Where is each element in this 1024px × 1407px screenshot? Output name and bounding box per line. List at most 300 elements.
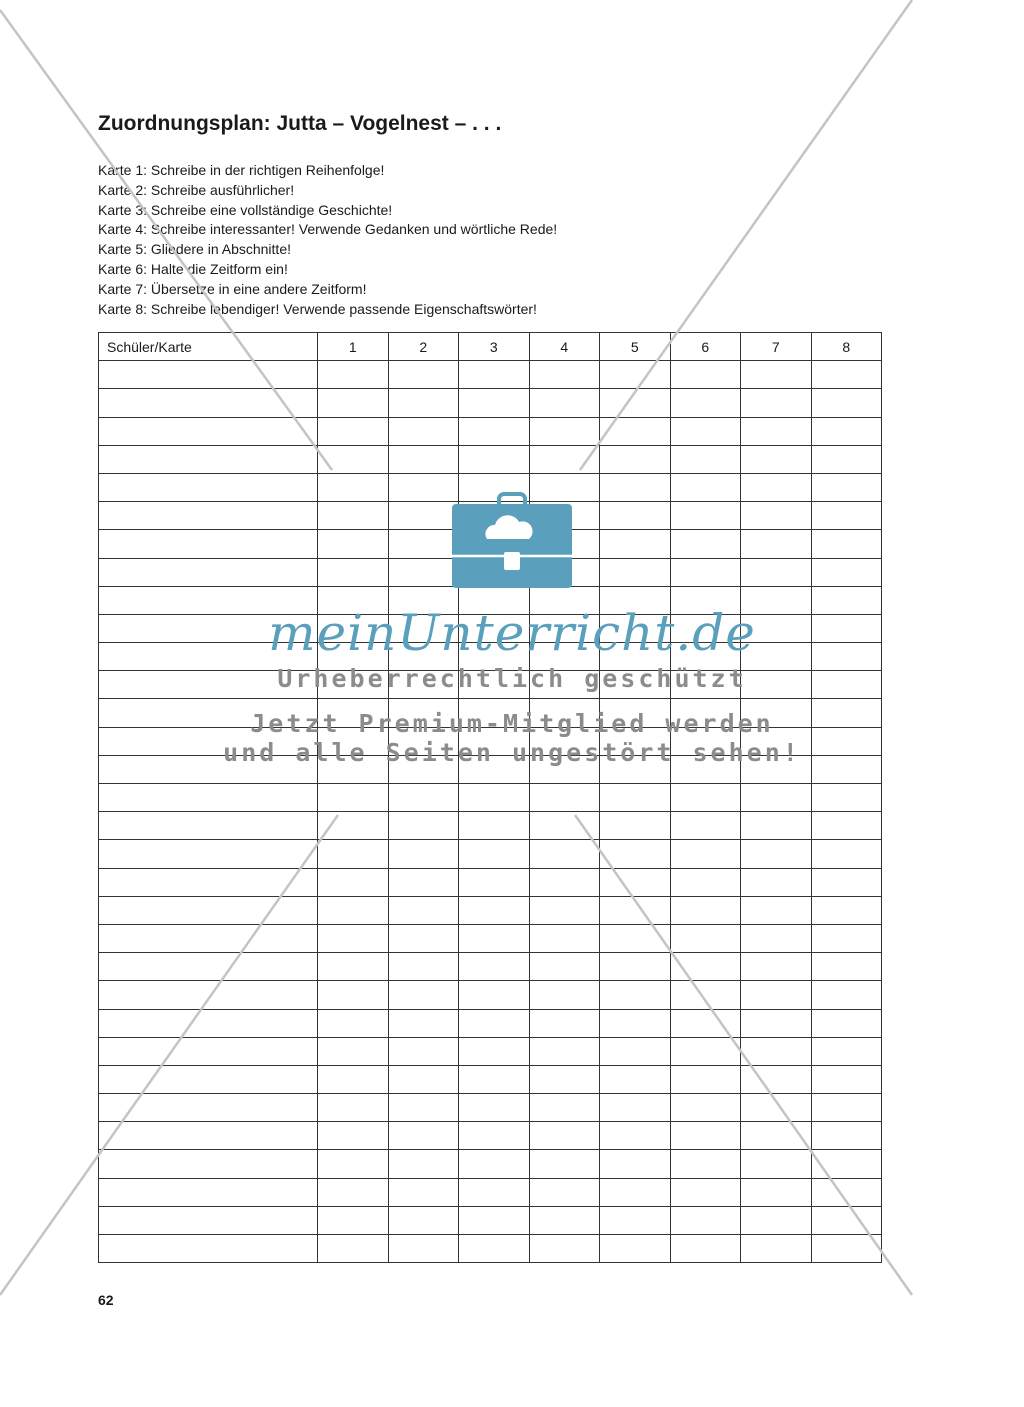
header-card-5: 5 (600, 333, 671, 361)
card-cell (600, 699, 671, 727)
card-cell (529, 1235, 600, 1263)
card-cell (811, 1094, 882, 1122)
card-cell (529, 417, 600, 445)
card-cell (670, 896, 741, 924)
card-cell (529, 502, 600, 530)
card-cell (741, 727, 812, 755)
card-cell (811, 445, 882, 473)
student-name-cell (99, 1235, 318, 1263)
card-cell (388, 586, 459, 614)
card-cell (670, 868, 741, 896)
student-name-cell (99, 1009, 318, 1037)
student-name-cell (99, 643, 318, 671)
card-cell (459, 1094, 530, 1122)
card-cell (670, 784, 741, 812)
card-cell (811, 1150, 882, 1178)
card-cell (318, 1206, 389, 1234)
card-cell (318, 1009, 389, 1037)
card-cell (811, 643, 882, 671)
card-cell (741, 896, 812, 924)
card-cell (529, 699, 600, 727)
card-cell (600, 558, 671, 586)
card-cell (529, 924, 600, 952)
card-cell (388, 755, 459, 783)
student-name-cell (99, 445, 318, 473)
table-row (99, 1178, 882, 1206)
student-name-cell (99, 868, 318, 896)
card-cell (741, 417, 812, 445)
card-cell (670, 812, 741, 840)
card-cell (388, 530, 459, 558)
card-cell (670, 361, 741, 389)
card-cell (459, 840, 530, 868)
card-cell (741, 868, 812, 896)
card-cell (811, 924, 882, 952)
card-cell (318, 784, 389, 812)
table-row (99, 699, 882, 727)
page-number: 62 (98, 1292, 114, 1308)
card-cell (811, 953, 882, 981)
card-cell (318, 1235, 389, 1263)
card-cell (741, 1009, 812, 1037)
student-name-cell (99, 1178, 318, 1206)
card-cell (318, 981, 389, 1009)
card-cell (459, 1206, 530, 1234)
card-cell (600, 445, 671, 473)
card-cell (459, 812, 530, 840)
card-cell (811, 1206, 882, 1234)
card-cell (741, 699, 812, 727)
card-cell (741, 558, 812, 586)
card-cell (811, 755, 882, 783)
card-cell (388, 896, 459, 924)
student-name-cell (99, 953, 318, 981)
card-cell (459, 953, 530, 981)
card-cell (741, 473, 812, 501)
card-cell (811, 614, 882, 642)
card-cell (529, 473, 600, 501)
table-row (99, 1206, 882, 1234)
card-cell (670, 445, 741, 473)
card-cell (811, 1235, 882, 1263)
card-cell (459, 502, 530, 530)
card-cell (670, 417, 741, 445)
card-cell (811, 671, 882, 699)
card-cell (529, 361, 600, 389)
student-name-cell (99, 1094, 318, 1122)
card-cell (670, 1009, 741, 1037)
card-cell (741, 530, 812, 558)
card-cell (600, 389, 671, 417)
card-cell (811, 1178, 882, 1206)
card-cell (741, 671, 812, 699)
card-cell (388, 671, 459, 699)
table-row (99, 1037, 882, 1065)
card-cell (529, 784, 600, 812)
header-card-2: 2 (388, 333, 459, 361)
card-cell (388, 417, 459, 445)
card-cell (388, 812, 459, 840)
header-card-6: 6 (670, 333, 741, 361)
card-cell (388, 1037, 459, 1065)
student-name-cell (99, 1206, 318, 1234)
card-cell (459, 530, 530, 558)
card-cell (529, 1009, 600, 1037)
student-name-cell (99, 361, 318, 389)
table-row (99, 812, 882, 840)
card-cell (600, 473, 671, 501)
card-cell (670, 473, 741, 501)
table-row (99, 727, 882, 755)
card-cell (741, 784, 812, 812)
instruction-item: Karte 5: Gliedere in Abschnitte! (98, 241, 291, 258)
card-cell (388, 924, 459, 952)
card-cell (388, 840, 459, 868)
card-cell (600, 502, 671, 530)
header-card-3: 3 (459, 333, 530, 361)
student-name-cell (99, 840, 318, 868)
card-cell (741, 1235, 812, 1263)
brand-logo-text: meinUnterricht.de (268, 604, 756, 662)
student-name-cell (99, 558, 318, 586)
student-name-cell (99, 896, 318, 924)
card-cell (811, 1037, 882, 1065)
card-cell (529, 1150, 600, 1178)
card-cell (741, 389, 812, 417)
card-cell (811, 727, 882, 755)
card-cell (318, 953, 389, 981)
table-row (99, 361, 882, 389)
card-cell (388, 953, 459, 981)
table-row (99, 1009, 882, 1037)
card-cell (388, 643, 459, 671)
card-cell (318, 445, 389, 473)
card-cell (811, 361, 882, 389)
card-cell (459, 473, 530, 501)
card-cell (388, 1065, 459, 1093)
card-cell (600, 1065, 671, 1093)
student-name-cell (99, 614, 318, 642)
card-cell (318, 699, 389, 727)
instruction-item: Karte 7: Übersetze in eine andere Zeitform! (98, 280, 367, 297)
card-cell (459, 784, 530, 812)
card-cell (670, 840, 741, 868)
instruction-item: Karte 6: Halte die Zeitform ein! (98, 260, 288, 277)
header-card-8: 8 (811, 333, 882, 361)
card-cell (811, 699, 882, 727)
card-cell (811, 784, 882, 812)
card-cell (811, 502, 882, 530)
card-cell (811, 981, 882, 1009)
card-cell (670, 755, 741, 783)
card-cell (529, 868, 600, 896)
card-cell (670, 1094, 741, 1122)
card-cell (670, 699, 741, 727)
card-cell (741, 586, 812, 614)
card-cell (811, 417, 882, 445)
instruction-item: Karte 8: Schreibe lebendiger! Verwende passende Eigenschaftswörter! (98, 300, 537, 317)
card-cell (600, 812, 671, 840)
premium-notice-line2: und alle Seiten ungestört sehen! (223, 738, 801, 767)
table-body (99, 361, 882, 1263)
card-cell (600, 727, 671, 755)
table-row (99, 445, 882, 473)
card-cell (600, 755, 671, 783)
card-cell (600, 924, 671, 952)
card-cell (811, 558, 882, 586)
table-row (99, 1122, 882, 1150)
card-cell (318, 812, 389, 840)
card-cell (459, 614, 530, 642)
card-cell (459, 1235, 530, 1263)
card-cell (529, 1122, 600, 1150)
table-row (99, 586, 882, 614)
card-cell (741, 924, 812, 952)
card-cell (600, 868, 671, 896)
card-cell (529, 671, 600, 699)
card-cell (529, 981, 600, 1009)
card-cell (459, 1150, 530, 1178)
card-cell (459, 417, 530, 445)
student-name-cell (99, 727, 318, 755)
table-row (99, 868, 882, 896)
card-cell (459, 924, 530, 952)
card-cell (318, 502, 389, 530)
card-cell (459, 1065, 530, 1093)
student-name-cell (99, 530, 318, 558)
card-cell (388, 1178, 459, 1206)
card-cell (459, 755, 530, 783)
student-name-cell (99, 981, 318, 1009)
student-name-cell (99, 1150, 318, 1178)
card-cell (811, 812, 882, 840)
card-cell (388, 1009, 459, 1037)
card-cell (529, 530, 600, 558)
card-cell (529, 1065, 600, 1093)
card-cell (600, 840, 671, 868)
page-title: Zuordnungsplan: Jutta – Vogelnest – . . . (98, 112, 502, 135)
assignment-table (98, 332, 882, 1263)
card-cell (670, 953, 741, 981)
header-card-7: 7 (741, 333, 812, 361)
card-cell (741, 1122, 812, 1150)
card-cell (600, 1094, 671, 1122)
student-name-cell (99, 784, 318, 812)
card-cell (318, 530, 389, 558)
card-cell (459, 1178, 530, 1206)
card-cell (388, 445, 459, 473)
card-cell (600, 1150, 671, 1178)
table-row (99, 953, 882, 981)
card-cell (388, 981, 459, 1009)
student-name-cell (99, 699, 318, 727)
header-card-4: 4 (529, 333, 600, 361)
card-cell (670, 1150, 741, 1178)
card-cell (670, 614, 741, 642)
card-cell (459, 445, 530, 473)
card-cell (811, 1065, 882, 1093)
card-cell (670, 530, 741, 558)
card-cell (459, 1122, 530, 1150)
card-cell (388, 389, 459, 417)
card-cell (600, 1037, 671, 1065)
card-cell (600, 643, 671, 671)
student-name-cell (99, 1037, 318, 1065)
card-cell (600, 530, 671, 558)
card-cell (318, 1122, 389, 1150)
card-cell (741, 812, 812, 840)
card-cell (600, 586, 671, 614)
student-name-cell (99, 586, 318, 614)
card-cell (388, 727, 459, 755)
card-cell (811, 473, 882, 501)
card-cell (318, 417, 389, 445)
card-cell (318, 924, 389, 952)
table-row (99, 1094, 882, 1122)
card-cell (318, 1037, 389, 1065)
card-cell (318, 614, 389, 642)
card-cell (670, 558, 741, 586)
student-name-cell (99, 671, 318, 699)
card-cell (459, 727, 530, 755)
card-cell (741, 953, 812, 981)
premium-notice-line1: Jetzt Premium-Mitglied werden (250, 709, 774, 738)
table-row (99, 417, 882, 445)
card-cell (529, 812, 600, 840)
card-cell (670, 671, 741, 699)
card-cell (459, 361, 530, 389)
instruction-item: Karte 3: Schreibe eine vollständige Geschichte! (98, 201, 393, 218)
card-cell (811, 389, 882, 417)
card-cell (670, 586, 741, 614)
card-cell (318, 727, 389, 755)
table-row (99, 1235, 882, 1263)
table-row (99, 924, 882, 952)
card-cell (600, 614, 671, 642)
card-cell (388, 361, 459, 389)
card-cell (600, 953, 671, 981)
card-cell (529, 445, 600, 473)
card-cell (388, 502, 459, 530)
card-cell (318, 389, 389, 417)
card-cell (318, 473, 389, 501)
card-cell (459, 1037, 530, 1065)
card-cell (600, 361, 671, 389)
card-cell (388, 699, 459, 727)
student-name-cell (99, 417, 318, 445)
card-cell (741, 361, 812, 389)
card-cell (811, 840, 882, 868)
card-cell (388, 558, 459, 586)
card-cell (529, 389, 600, 417)
card-cell (811, 586, 882, 614)
table-row (99, 1150, 882, 1178)
table-row (99, 840, 882, 868)
card-cell (600, 1235, 671, 1263)
table-row (99, 1065, 882, 1093)
student-name-cell (99, 755, 318, 783)
card-cell (529, 727, 600, 755)
card-cell (741, 614, 812, 642)
card-cell (529, 558, 600, 586)
student-name-cell (99, 1122, 318, 1150)
card-cell (529, 1037, 600, 1065)
card-cell (741, 1065, 812, 1093)
card-cell (459, 981, 530, 1009)
instruction-item: Karte 2: Schreibe ausführlicher! (98, 181, 295, 198)
card-cell (670, 1235, 741, 1263)
card-cell (388, 784, 459, 812)
student-name-cell (99, 924, 318, 952)
card-cell (741, 1206, 812, 1234)
card-cell (318, 755, 389, 783)
card-cell (318, 1178, 389, 1206)
card-cell (529, 1206, 600, 1234)
table-row (99, 502, 882, 530)
card-cell (670, 981, 741, 1009)
card-cell (670, 1122, 741, 1150)
card-cell (600, 784, 671, 812)
card-cell (741, 840, 812, 868)
card-cell (670, 1065, 741, 1093)
card-cell (318, 361, 389, 389)
card-cell (741, 1150, 812, 1178)
table-row (99, 755, 882, 783)
card-cell (388, 868, 459, 896)
card-cell (318, 1150, 389, 1178)
card-cell (600, 1178, 671, 1206)
copyright-notice: Urheberrechtlich geschützt (277, 664, 747, 693)
card-cell (741, 755, 812, 783)
card-cell (670, 1206, 741, 1234)
card-cell (529, 896, 600, 924)
card-cell (670, 727, 741, 755)
card-cell (318, 671, 389, 699)
card-cell (811, 1009, 882, 1037)
card-cell (459, 558, 530, 586)
table-row (99, 643, 882, 671)
card-cell (318, 896, 389, 924)
instruction-item: Karte 4: Schreibe interessanter! Verwende Gedanken und wörtliche Rede! (98, 221, 558, 238)
card-cell (670, 924, 741, 952)
card-cell (741, 445, 812, 473)
card-cell (529, 953, 600, 981)
card-cell (318, 1065, 389, 1093)
instruction-item: Karte 1: Schreibe in der richtigen Reihenfolge! (98, 162, 385, 178)
card-cell (670, 502, 741, 530)
card-cell (529, 840, 600, 868)
card-cell (529, 614, 600, 642)
card-cell (811, 896, 882, 924)
card-cell (741, 1037, 812, 1065)
table-header-row (99, 333, 882, 361)
student-name-cell (99, 1065, 318, 1093)
card-cell (741, 643, 812, 671)
card-cell (459, 671, 530, 699)
card-cell (670, 643, 741, 671)
student-name-cell (99, 812, 318, 840)
card-cell (388, 1206, 459, 1234)
card-cell (529, 643, 600, 671)
instruction-list (98, 161, 557, 319)
student-name-cell (99, 389, 318, 417)
card-cell (600, 671, 671, 699)
card-cell (670, 1178, 741, 1206)
card-cell (670, 389, 741, 417)
card-cell (811, 868, 882, 896)
card-cell (388, 1122, 459, 1150)
card-cell (318, 868, 389, 896)
